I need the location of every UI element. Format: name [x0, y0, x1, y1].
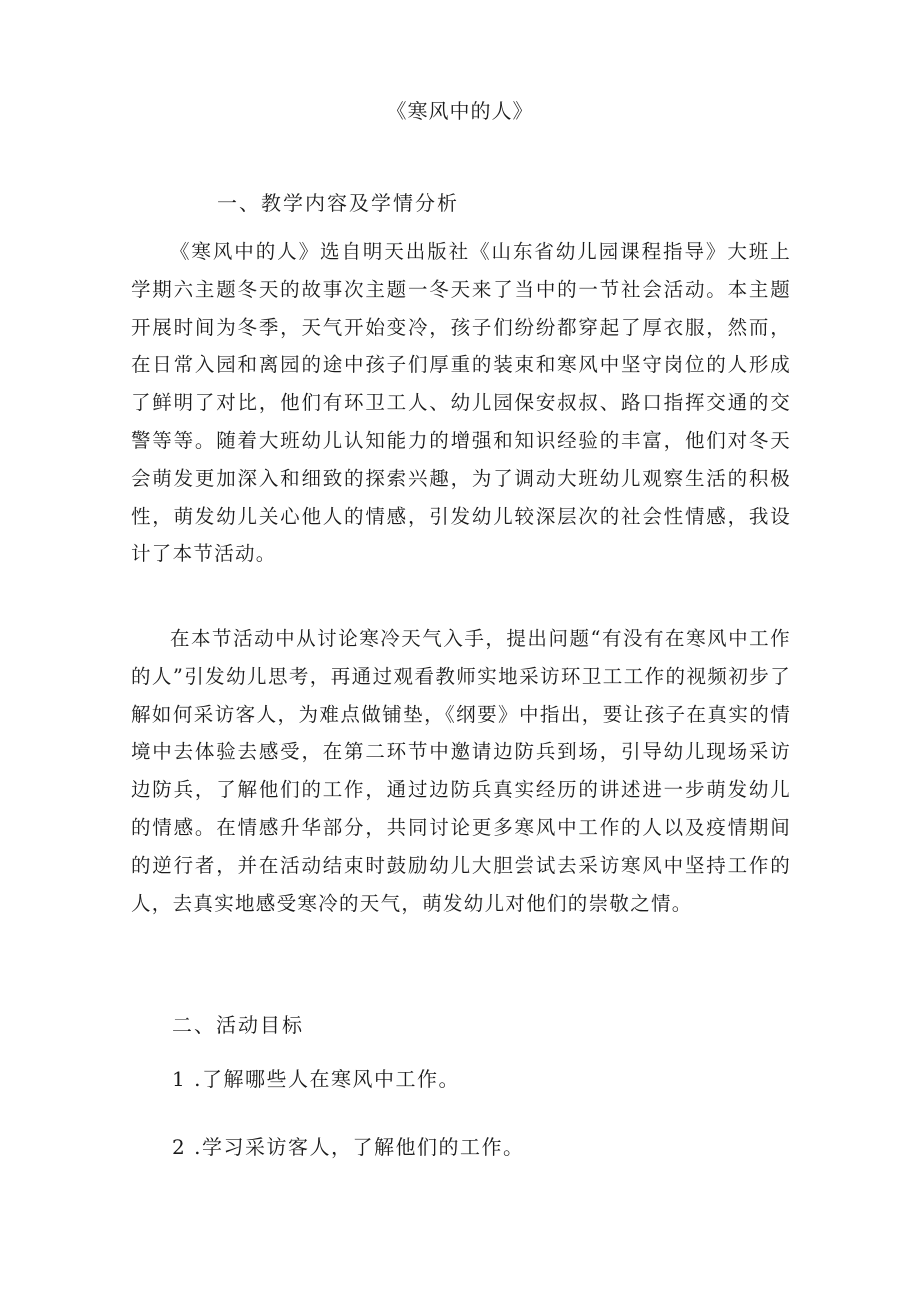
document-title: 《寒风中的人》	[386, 99, 534, 123]
paragraph-content-analysis: 《寒风中的人》选自明天出版社《山东省幼儿园课程指导》大班上学期六主题冬天的故事次主题一冬天来了当中的一节社会活动。本主题开展时间为冬季，天气开始变冷，孩子们纷纷都穿起了厚衣服，然而，在日常入园和离园的途中孩子们厚重的装束和寒风中坚守岗位的人形成了鲜明了对比，他们有环卫工人、幼儿园保安叔叔、路口指挥交通的交警等等。随着大班幼儿认知能力的增强和知识经验的丰富，他们对冬天会萌发更加深入和细致的探索兴趣，为了调动大班幼儿观察生活的积极性，萌发幼儿关心他人的情感，引发幼儿较深层次的社会性情感，我设计了本节活动。	[131, 240, 791, 566]
section-heading-analysis: 一、教学内容及学情分析	[217, 191, 459, 215]
goal-item-2: 2 .学习采访客人，了解他们的工作。	[172, 1135, 525, 1159]
goal-item-1: 1 .了解哪些人在寒风中工作。	[172, 1067, 460, 1091]
section-heading-goals: 二、活动目标	[172, 1013, 304, 1037]
paragraph-activity-design: 在本节活动中从讨论寒冷天气入手，提出问题“有没有在寒风中工作的人”引发幼儿思考，再通过观看教师实地采访环卫工工作的视频初步了解如何采访客人，为难点做铺垫，《纲要》中指出，要让孩子在真实的情境中去体验去感受，在第二环节中邀请边防兵到场，引导幼儿现场采访边防兵，了解他们的工作，通过边防兵真实经历的讲述进一步萌发幼儿的情感。在情感升华部分，共同讨论更多寒风中工作的人以及疫情期间的逆行者，并在活动结束时鼓励幼儿大胆尝试去采访寒风中坚持工作的人，去真实地感受寒冷的天气，萌发幼儿对他们的崇敬之情。	[131, 627, 791, 915]
